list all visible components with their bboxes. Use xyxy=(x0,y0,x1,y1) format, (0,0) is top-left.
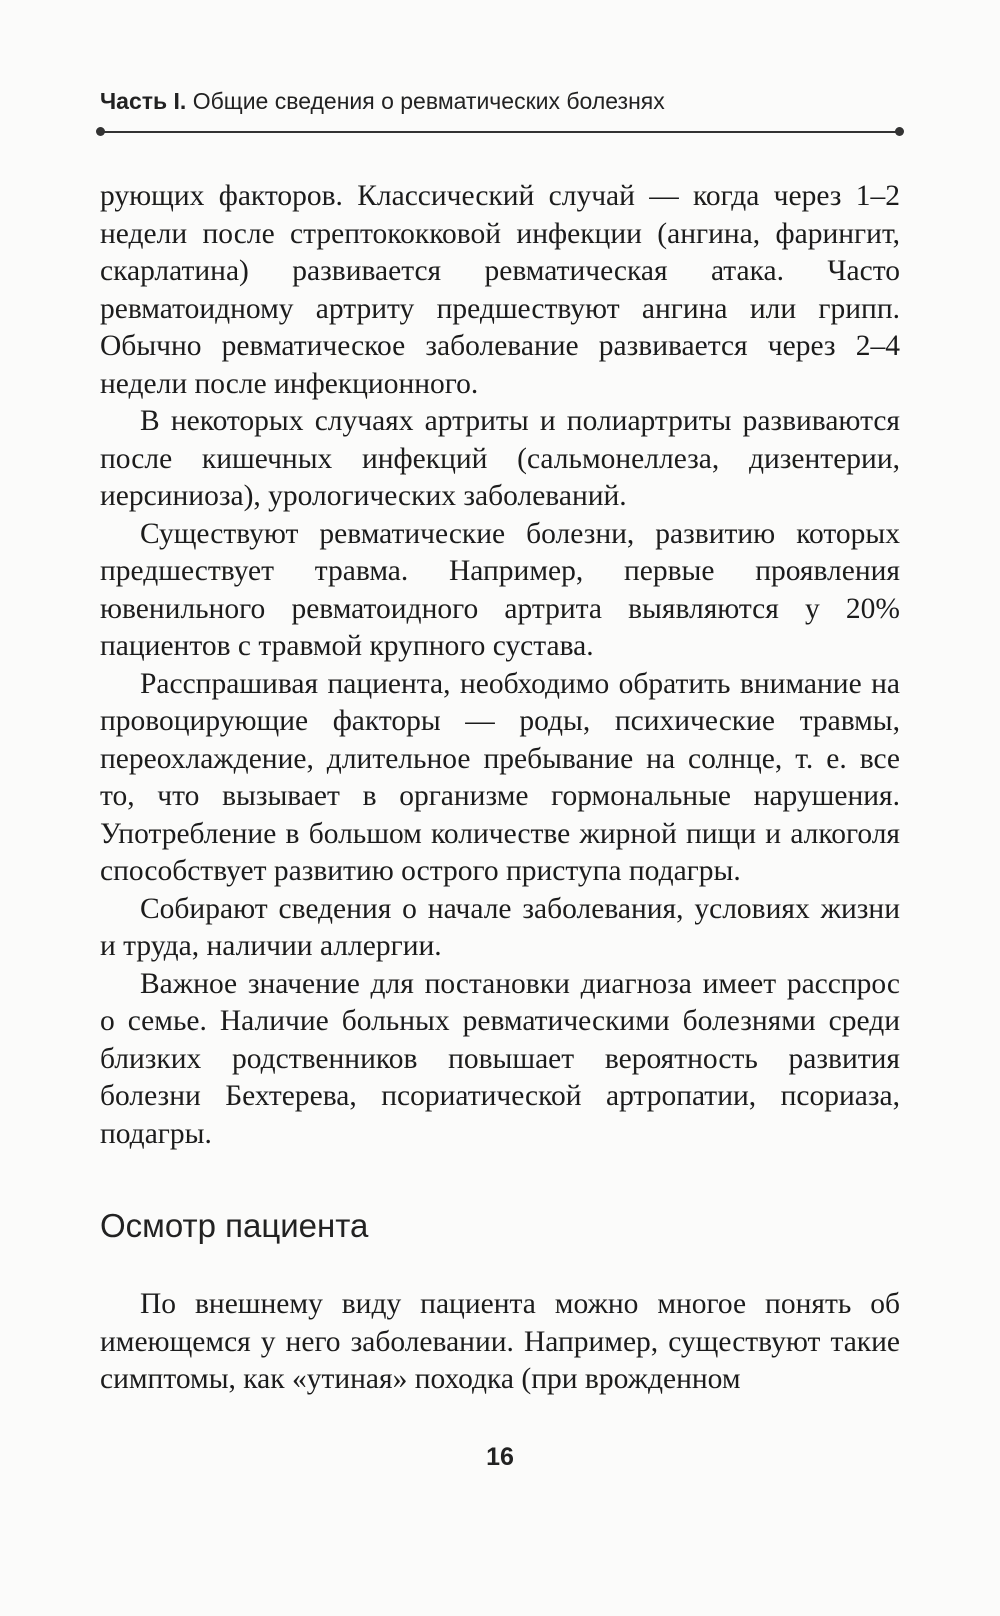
paragraph: Важное значение для постановки диагноза имеет расспрос о семье. Наличие больных ревматическими болезнями среди близких родственников повышает вероятность развития болезни Бехтерева, псориатической артропатии, псориаза, подагры. xyxy=(100,967,900,1150)
page-number: 16 xyxy=(486,1443,514,1471)
header-part-label: Часть I. xyxy=(100,88,187,114)
paragraph: По внешнему виду пациента можно многое понять об имеющемся у него заболевании. Например, существуют такие симптомы, как «утиная» походка (при врожденном xyxy=(100,1288,900,1395)
header-rule-dot-right xyxy=(895,127,904,136)
paragraph: Расспрашивая пациента, необходимо обратить внимание на провоцирующие факторы — роды, психические травмы, переохлаждение, длительное пребывание на солнце, т. е. все то, что вызывает в организме гормональные нарушения. Употребление в большом количестве жирной пищи и алкоголя способствует развитию острого приступа подагры. xyxy=(100,667,900,887)
section-heading: Осмотр пациента xyxy=(100,1207,369,1244)
header-rule xyxy=(100,131,900,133)
header-rule-dot-left xyxy=(96,127,105,136)
header-title: Общие сведения о ревматических болезнях xyxy=(192,88,665,114)
section-body-text xyxy=(100,1286,900,1399)
running-header xyxy=(100,88,900,115)
paragraph: рующих факторов. Классический случай — когда через 1–2 недели после стрептококковой инфекции (ангина, фарингит, скарлатина) развивается ревматическая атака. Часто ревматоидному артриту предшествуют ангина или грипп. Обычно ревматическое заболевание развивается через 2–4 недели после инфекционного. xyxy=(100,180,900,400)
paragraph: Собирают сведения о начале заболевания, условиях жизни и труда, наличии аллергии. xyxy=(100,892,900,962)
paragraph: В некоторых случаях артриты и полиартриты развиваются после кишечных инфекций (сальмонеллеза, дизентерии, иерсиниоза), урологических заболеваний. xyxy=(100,405,900,512)
paragraph: Существуют ревматические болезни, развитию которых предшествует травма. Например, первые проявления ювенильного ревматоидного артрита выявляются у 20% пациентов с травмой крупного сустава. xyxy=(100,517,900,662)
body-text xyxy=(100,178,900,1153)
